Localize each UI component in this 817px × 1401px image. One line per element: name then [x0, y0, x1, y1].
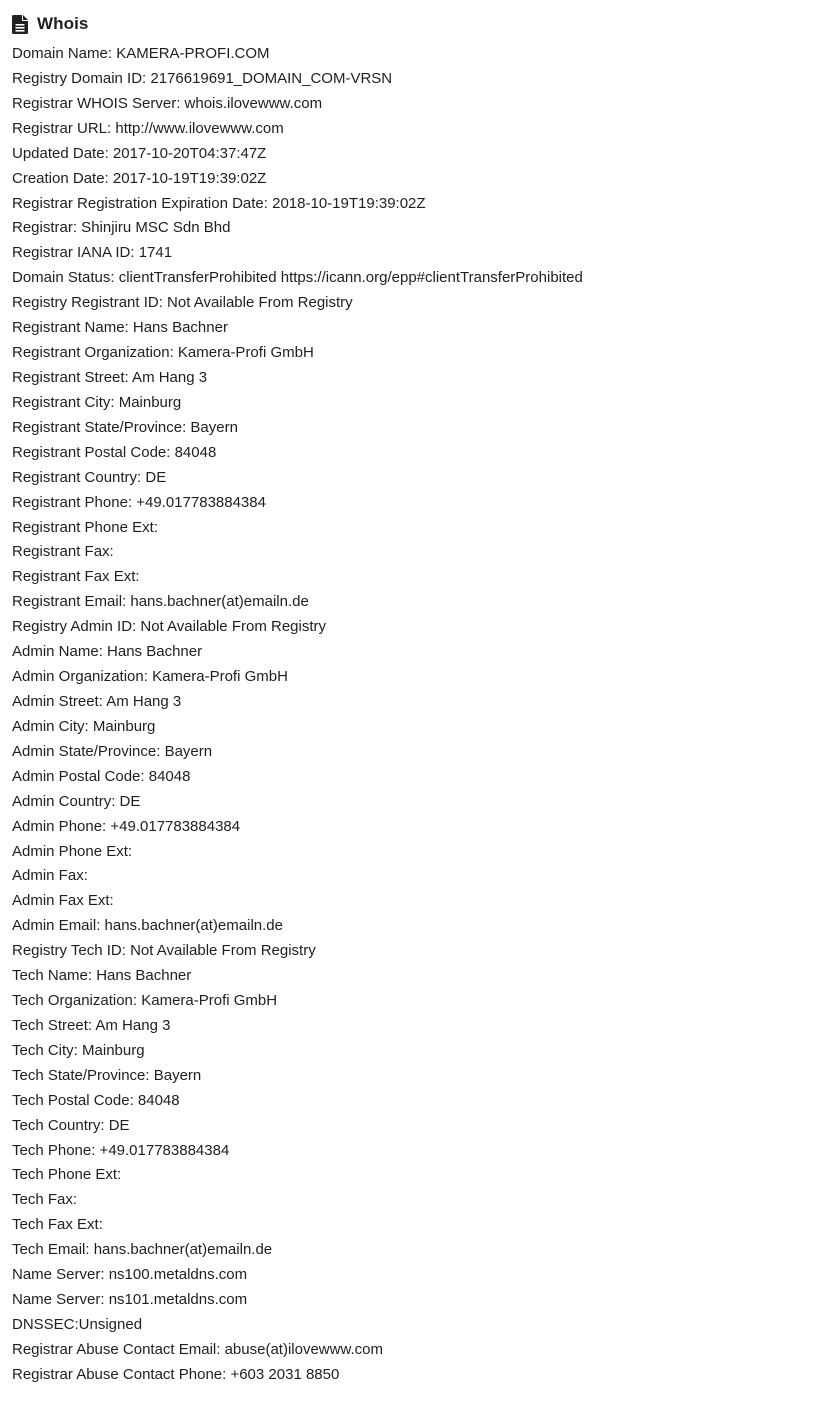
whois-record-line: Admin Phone: +49.017783884384 — [12, 817, 241, 835]
whois-record-line: Registrant Phone: +49.017783884384 — [12, 493, 266, 511]
whois-records-list — [12, 42, 817, 1388]
whois-record-line: Registrant Email: hans.bachner(at)emailn.de — [12, 593, 309, 611]
whois-record-line: Tech City: Mainburg — [12, 1041, 145, 1059]
whois-record-line: Registrar URL: http://www.ilovewww.com — [12, 119, 284, 137]
whois-record-line: Tech Street: Am Hang 3 — [12, 1016, 171, 1034]
whois-record-line: Admin State/Province: Bayern — [12, 742, 213, 760]
whois-record-line: Tech Postal Code: 84048 — [12, 1091, 180, 1109]
whois-record-line: Admin Fax Ext: — [12, 892, 114, 910]
whois-record-line: Registrant Street: Am Hang 3 — [12, 368, 208, 386]
whois-title: Whois — [37, 14, 89, 33]
whois-record-line: Admin Postal Code: 84048 — [12, 767, 191, 785]
whois-record-line: Admin Organization: Kamera-Profi GmbH — [12, 668, 288, 686]
whois-record-line: Registry Domain ID: 2176619691_DOMAIN_COM-VRSN — [12, 69, 393, 87]
whois-record-line: Registrar Registration Expiration Date: 2018-10-19T19:39:02Z — [12, 194, 426, 212]
whois-record-line: Registrant Name: Hans Bachner — [12, 319, 228, 337]
whois-record-line: Registrar IANA ID: 1741 — [12, 244, 173, 262]
whois-record-line: Admin Name: Hans Bachner — [12, 643, 203, 661]
whois-record-line: Tech Phone: +49.017783884384 — [12, 1141, 230, 1159]
document-icon — [12, 15, 28, 34]
whois-record-line: Tech Email: hans.bachner(at)emailn.de — [12, 1241, 273, 1259]
whois-record-line: Creation Date: 2017-10-19T19:39:02Z — [12, 169, 267, 187]
whois-record-line: Registrant Organization: Kamera-Profi GmbH — [12, 344, 314, 362]
whois-record-line: Domain Name: KAMERA-PROFI.COM — [12, 45, 270, 62]
whois-header — [12, 12, 817, 36]
whois-record-line: Domain Status: clientTransferProhibited https://icann.org/epp#clientTransferProhibited — [12, 269, 583, 287]
whois-record-line: Registry Admin ID: Not Available From Registry — [12, 618, 326, 636]
whois-record-line: Registrar Abuse Contact Email: abuse(at)ilovewww.com — [12, 1340, 383, 1358]
whois-record-line: DNSSEC:Unsigned — [12, 1316, 143, 1334]
whois-record-line: Admin Email: hans.bachner(at)emailn.de — [12, 917, 283, 935]
whois-record-line: Tech Fax: — [12, 1191, 78, 1209]
whois-record-line: Tech State/Province: Bayern — [12, 1066, 202, 1084]
whois-record-line: Updated Date: 2017-10-20T04:37:47Z — [12, 144, 267, 162]
whois-record-line: Registrar Abuse Contact Phone: +603 2031 8850 — [12, 1365, 340, 1383]
whois-record-line: Admin City: Mainburg — [12, 717, 156, 735]
whois-record-line: Registrant Phone Ext: — [12, 518, 158, 536]
whois-record-line: Registrant State/Province: Bayern — [12, 418, 238, 436]
whois-record-line: Tech Phone Ext: — [12, 1166, 122, 1184]
whois-record-line: Tech Fax Ext: — [12, 1216, 103, 1234]
whois-record-line: Admin Phone Ext: — [12, 842, 133, 860]
whois-record-line: Registrant City: Mainburg — [12, 393, 182, 411]
whois-record-line: Registrant Country: DE — [12, 468, 167, 486]
whois-record-line: Registrar WHOIS Server: whois.ilovewww.com — [12, 94, 323, 112]
whois-record-line: Tech Country: DE — [12, 1116, 130, 1134]
whois-record-line: Registrar: Shinjiru MSC Sdn Bhd — [12, 219, 231, 237]
whois-record-line: Name Server: ns100.metaldns.com — [12, 1266, 248, 1284]
whois-record-line: Registry Registrant ID: Not Available From Registry — [12, 294, 353, 312]
whois-record-line: Admin Fax: — [12, 867, 88, 885]
whois-record-line: Admin Street: Am Hang 3 — [12, 692, 182, 710]
whois-record-line: Registrant Fax: — [12, 543, 114, 561]
whois-record-line: Registry Tech ID: Not Available From Registry — [12, 942, 316, 960]
whois-record-line: Admin Country: DE — [12, 792, 141, 810]
whois-record-line: Registrant Fax Ext: — [12, 568, 140, 586]
whois-record-line: Registrant Postal Code: 84048 — [12, 443, 217, 461]
whois-record-line: Name Server: ns101.metaldns.com — [12, 1291, 248, 1309]
whois-record-line: Tech Organization: Kamera-Profi GmbH — [12, 992, 278, 1010]
whois-record-line: Tech Name: Hans Bachner — [12, 967, 192, 985]
